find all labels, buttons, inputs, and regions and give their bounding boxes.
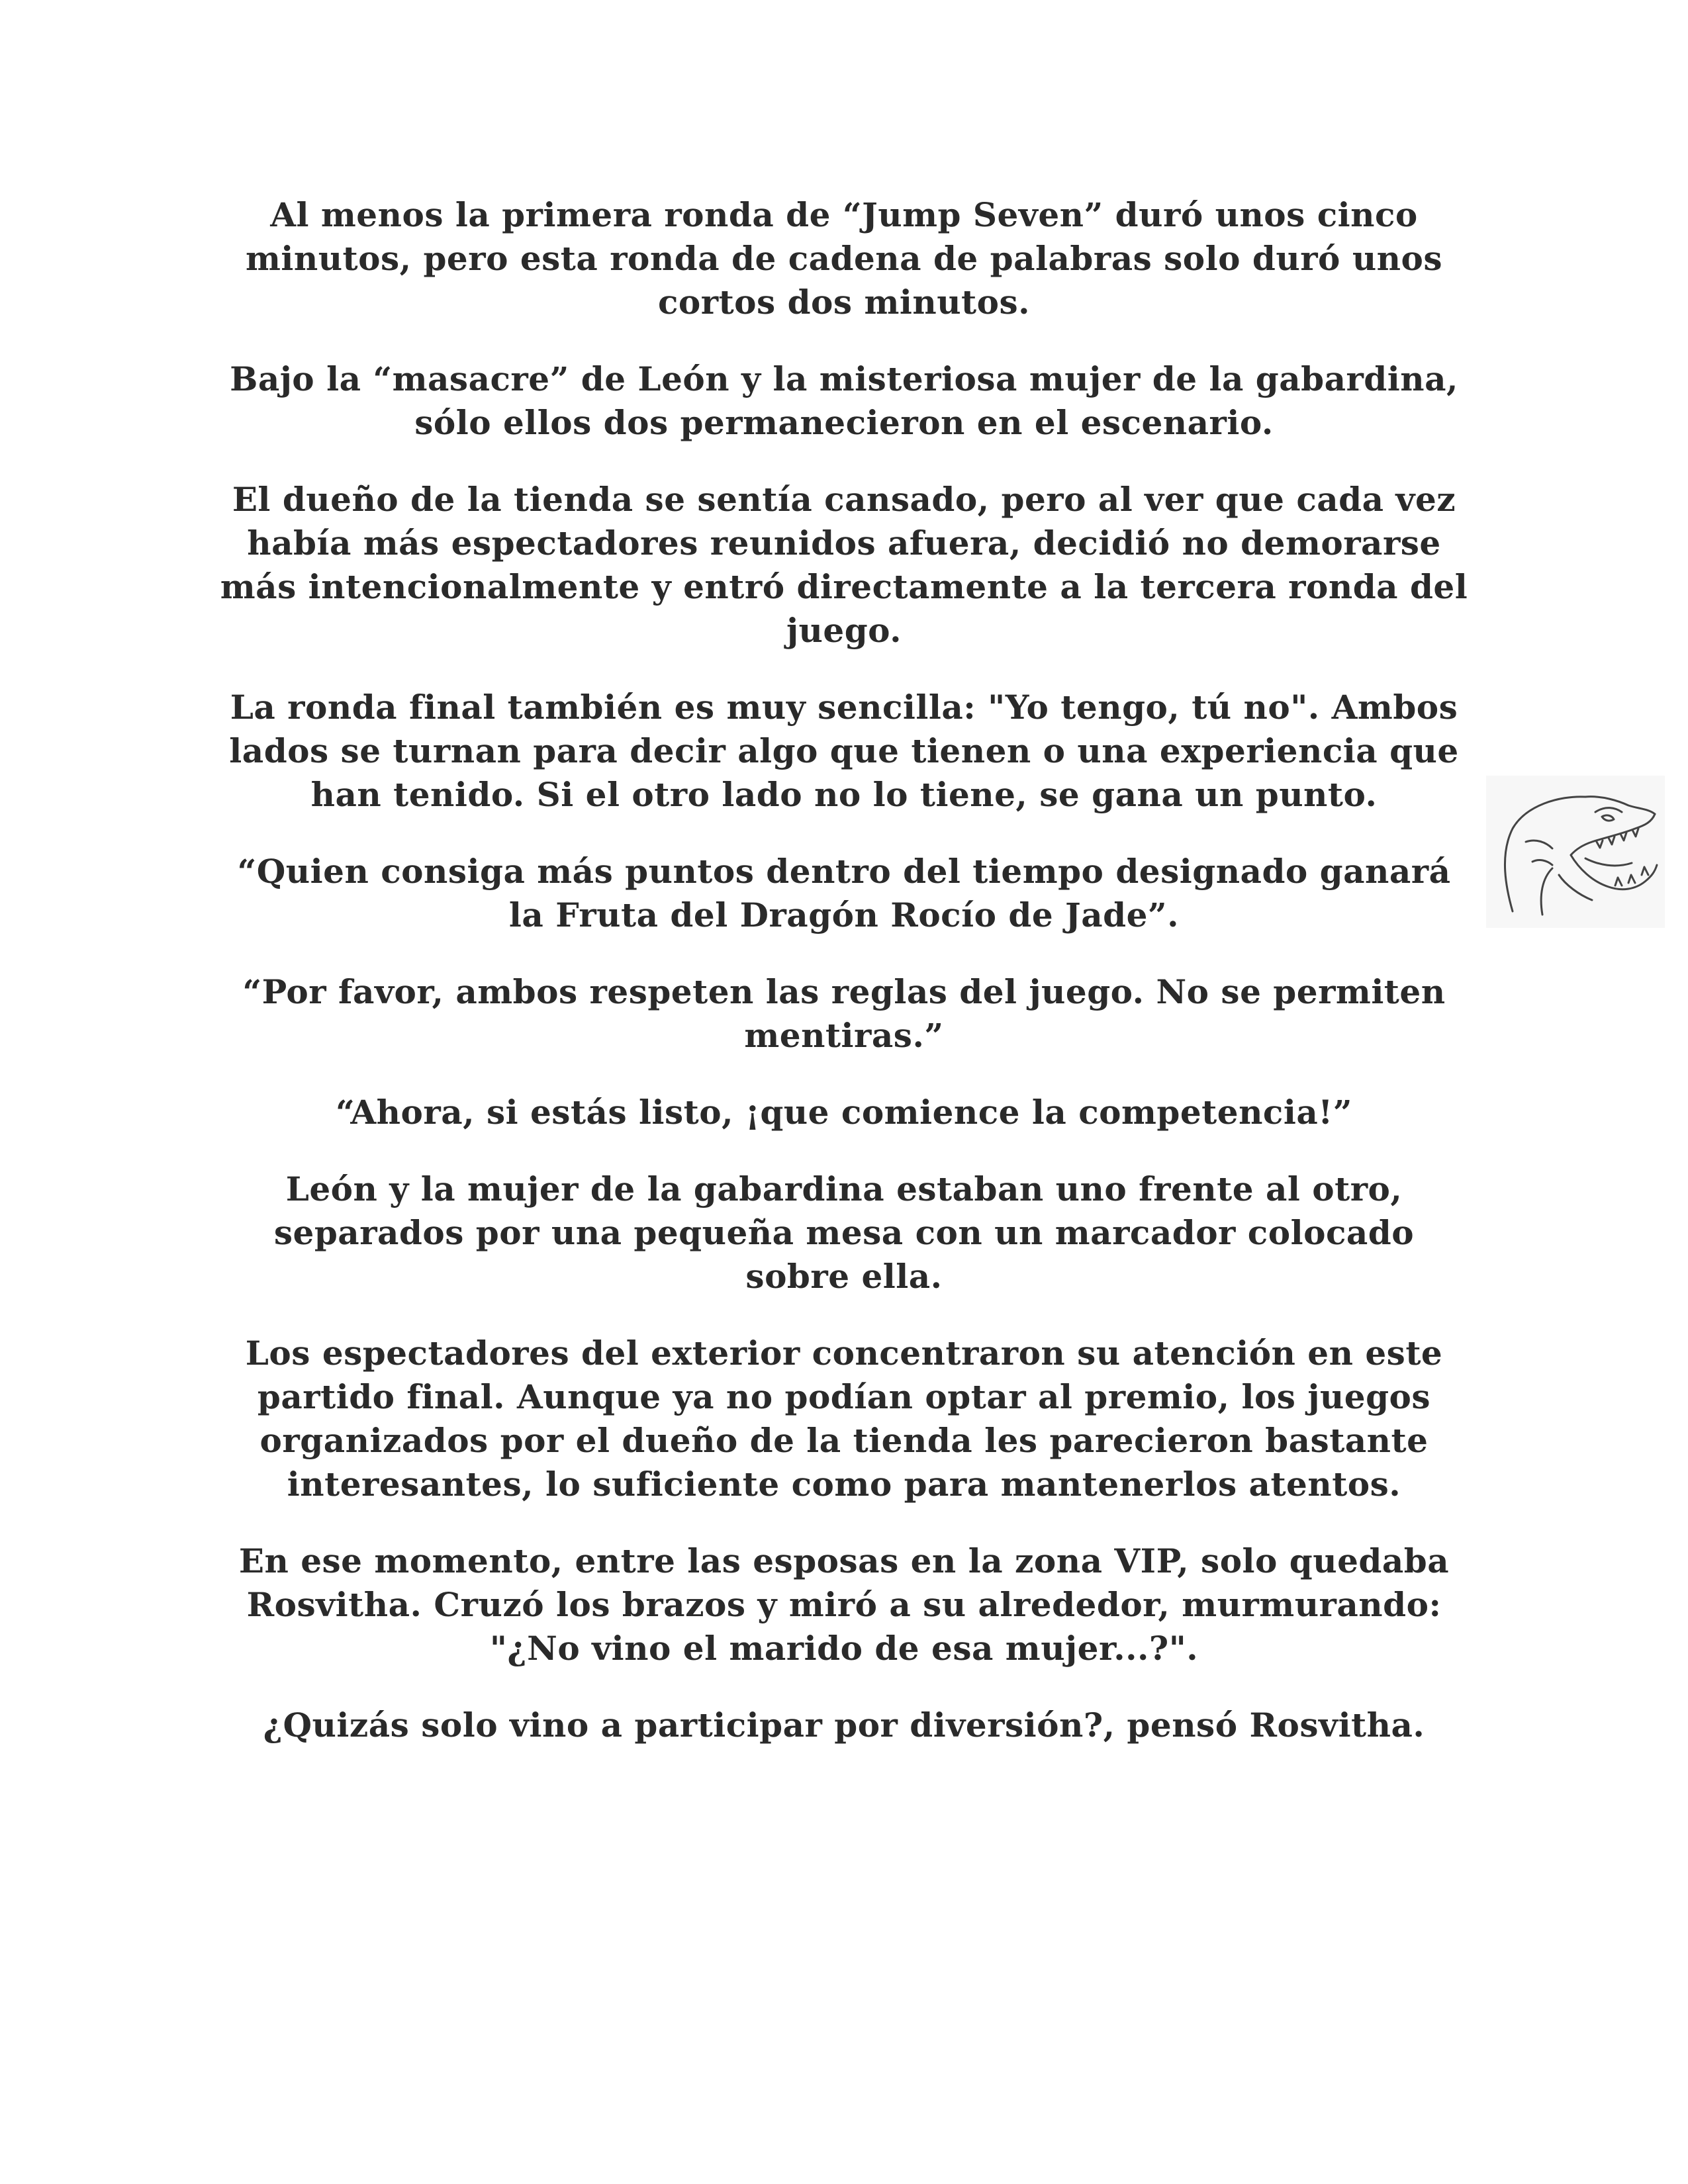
paragraph-6: “Por favor, ambos respeten las reglas del juego. No se permiten mentiras.”: [242, 972, 1446, 1055]
paragraph-10: En ese momento, entre las esposas en la zona VIP, solo quedaba Rosvitha. Cruzó los brazos y miró a su alrededor, murmurando: "¿No vino el marido de esa mujer...?".: [238, 1541, 1450, 1668]
paragraph-2: Bajo la “masacre” de León y la misteriosa mujer de la gabardina, sólo ellos dos permanecieron en el escenario.: [230, 359, 1458, 442]
paragraph-1: Al menos la primera ronda de “Jump Seven” duró unos cinco minutos, pero esta ronda de cadena de palabras solo duró unos cortos dos minutos.: [245, 195, 1443, 322]
paragraph-7: “Ahora, si estás listo, ¡que comience la competencia!”: [336, 1093, 1352, 1132]
paragraph-5: “Quien consiga más puntos dentro del tiempo designado ganará la Fruta del Dragón Rocío de Jade”.: [237, 852, 1451, 934]
paragraph-9: Los espectadores del exterior concentraron su atención en este partido final. Aunque ya no podían optar al premio, los juegos organizados por el dueño de la tienda les parecieron bastante interesantes, lo suficiente como para mantenerlos atentos.: [245, 1334, 1443, 1504]
paragraph-8: León y la mujer de la gabardina estaban uno frente al otro, separados por una pequeña mesa con un marcador colocado sobre ella.: [273, 1169, 1415, 1296]
document-body: [218, 193, 1470, 1780]
dragon-head-sketch-icon: [1486, 776, 1665, 928]
paragraph-3: El dueño de la tienda se sentía cansado, pero al ver que cada vez había más espectadores reunidos afuera, decidió no demorarse más intencionalmente y entró directamente a la tercera ronda del juego.: [220, 480, 1468, 650]
paragraph-11: ¿Quizás solo vino a participar por diversión?, pensó Rosvitha.: [263, 1706, 1425, 1745]
paragraph-4: La ronda final también es muy sencilla: "Yo tengo, tú no". Ambos lados se turnan para decir algo que tienen o una experiencia que han tenido. Si el otro lado no lo tiene, se gana un punto.: [229, 688, 1459, 814]
